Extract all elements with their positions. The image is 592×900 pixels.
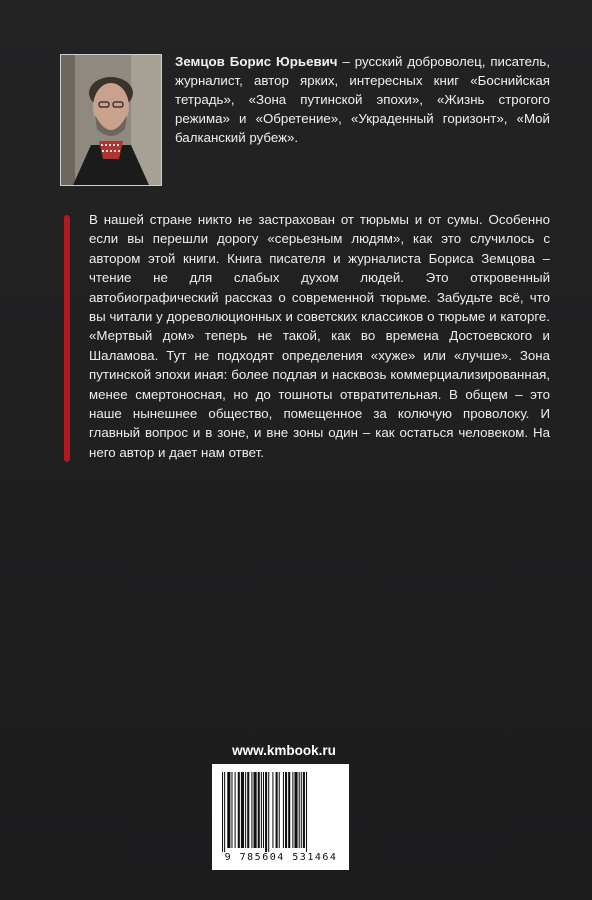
barcode-bar [254,772,257,848]
author-bio-text: – русский доброволец, писатель, журналист, автор ярких, интересных книг «Боснийская тетрадь», «Зона путинской эпохи», «Жизнь строгого режима» и «Обретение», «Украденный горизонт», «Мой балканский рубеж». [175,54,550,145]
barcode-bar [245,772,246,848]
barcode-bar [241,772,244,848]
isbn-digits: 9 785604 531464 [224,852,338,863]
barcode-bar [285,772,287,848]
barcode-bar [227,772,230,848]
author-bio [175,52,550,147]
barcode-bar [292,772,293,848]
barcode-bar [265,772,267,852]
barcode-bar [268,772,269,852]
barcode-bar [276,772,278,848]
blurb-text: В нашей стране никто не застрахован от тюрьмы и от сумы. Особенно если вы перешли дорогу «серьезным людям», как это случилось с автором этой книги. Книга писателя и журналиста Бориса Земцова – чтение не для слабых духом людей. Это откровенный автобиографический рассказ о современной тюрьме. Забудьте всё, что вы читали у дореволюционных и советских классиков о тюрьме и каторге. «Мертвый дом» теперь не такой, как во времена Достоевского и Шаламова. Тут не подходят определения «хуже» или «лучше». Зона путинской эпохи иная: более подлая и насквозь коммерциализированная, менее смертоносная, но до тошноты отвратительная. В общем – это наше нынешнее общество, помещенное за колючую проволоку. И главный вопрос и в зоне, и вне зоны один – как остаться человеком. На него автор и дает нам ответ. [89,212,550,460]
barcode-bar [288,772,290,848]
barcode-bars [222,772,339,852]
barcode-bar [294,772,297,848]
barcode-bar [303,772,305,848]
barcode-bar [301,772,302,848]
barcode-bar [263,772,264,848]
accent-bar [64,215,70,462]
barcode-bar [261,772,262,848]
barcode-bar [235,772,236,848]
barcode-bar [251,772,252,848]
barcode-bar [224,772,225,852]
barcode-bar [306,772,307,852]
publisher-website[interactable]: www.kmbook.ru [232,743,336,758]
barcode-bar [283,772,284,848]
barcode-bar [231,772,232,848]
isbn-barcode [212,764,349,870]
barcode-bar [222,772,223,852]
barcode-bar [299,772,300,848]
barcode-bar [238,772,240,848]
barcode-bar [279,772,280,848]
barcode-bar [247,772,249,848]
barcode-bar [258,772,260,848]
author-photo [60,54,162,186]
book-blurb [89,210,550,462]
barcode-bar [272,772,273,848]
author-name: Земцов Борис Юрьевич [175,54,338,69]
